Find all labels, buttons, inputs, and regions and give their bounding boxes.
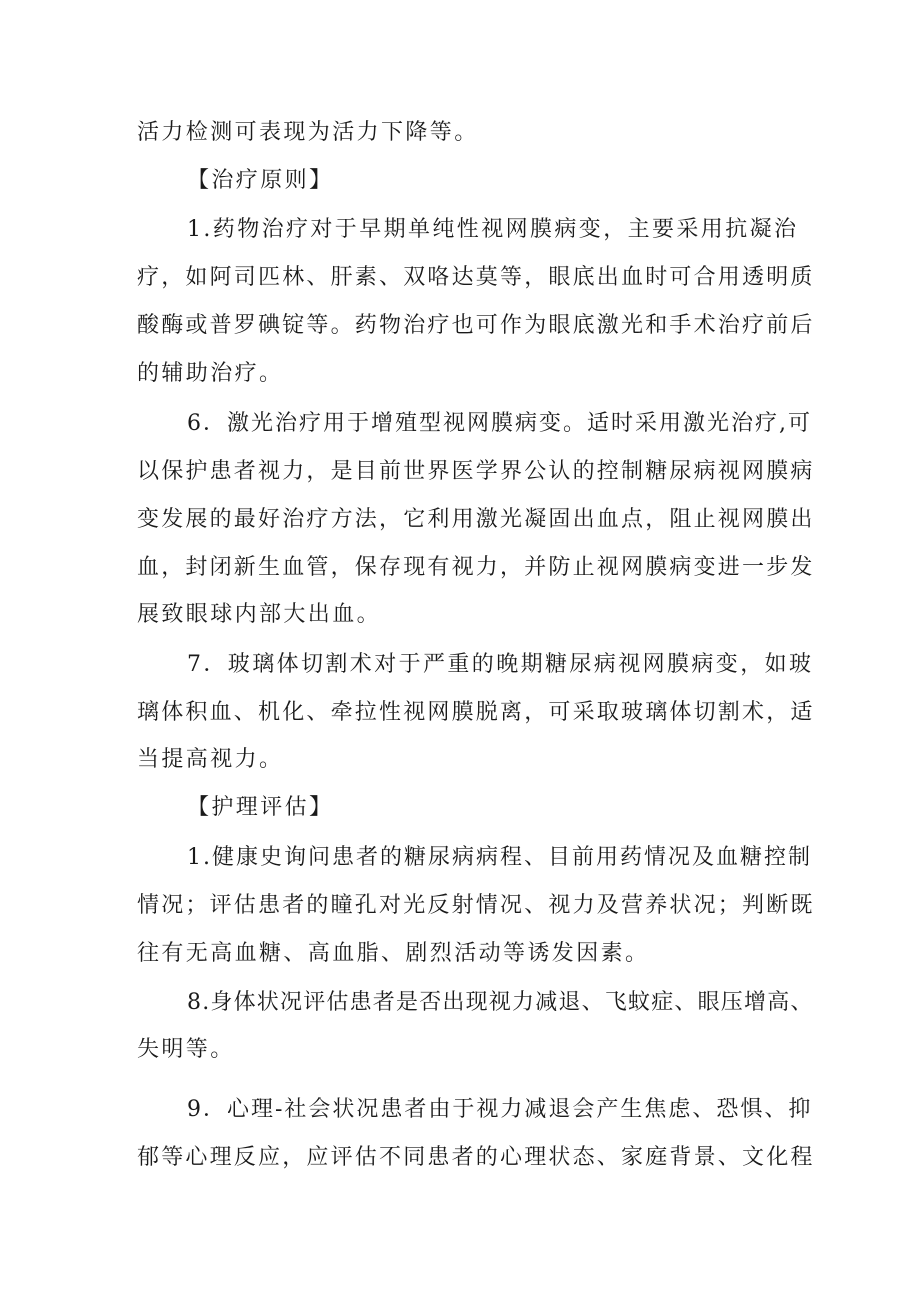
section-heading-treatment: 【治疗原则】: [187, 168, 334, 193]
text-line: 当提高视力。: [137, 747, 284, 772]
text-line: 疗，如阿司匹林、肝素、双咯达莫等，眼底出血时可合用透明质: [137, 265, 815, 290]
text-line: 活力检测可表现为活力下降等。: [137, 120, 479, 145]
text-line: 情况；评估患者的瞳孔对光反射情况、视力及营养状况；判断既: [137, 893, 815, 918]
text-line: 以保护患者视力，是目前世界医学界公认的控制糖尿病视网膜病: [137, 459, 815, 484]
text-line: 的辅助治疗。: [137, 361, 284, 386]
section-heading-assessment: 【护理评估】: [187, 795, 334, 820]
text-line: 璃体积血、机化、牵拉性视网膜脱离，可采取玻璃体切割术，适: [137, 700, 815, 725]
text-line: 9．心理-社会状况患者由于视力减退会产生焦虑、恐惧、抑: [187, 1097, 813, 1122]
text-line: 酸酶或普罗碘锭等。药物治疗也可作为眼底激光和手术治疗前后: [137, 313, 815, 338]
text-line: 7．玻璃体切割术对于严重的晚期糖尿病视网膜病变，如玻: [187, 652, 814, 677]
text-line: 1.药物治疗对于早期单纯性视网膜病变，主要采用抗凝治: [187, 217, 799, 242]
text-line: 血，封闭新生血管，保存现有视力，并防止视网膜病变进一步发: [137, 555, 815, 580]
text-line: 1.健康史询问患者的糖尿病病程、目前用药情况及血糖控制: [187, 845, 812, 870]
text-line: 往有无高血糖、高血脂、剧烈活动等诱发因素。: [137, 941, 650, 966]
text-line: 郁等心理反应，应评估不同患者的心理状态、家庭背景、文化程: [137, 1145, 815, 1170]
text-line: 6．激光治疗用于增殖型视网膜病变。适时采用激光治疗,可: [187, 411, 812, 436]
text-line: 展致眼球内部大出血。: [137, 602, 382, 627]
text-line: 8.身体状况评估患者是否出现视力减退、飞蚊症、眼压增高、: [187, 990, 814, 1015]
text-line: 失明等。: [137, 1037, 235, 1062]
text-line: 变发展的最好治疗方法，它利用激光凝固出血点，阻止视网膜出: [137, 507, 815, 532]
